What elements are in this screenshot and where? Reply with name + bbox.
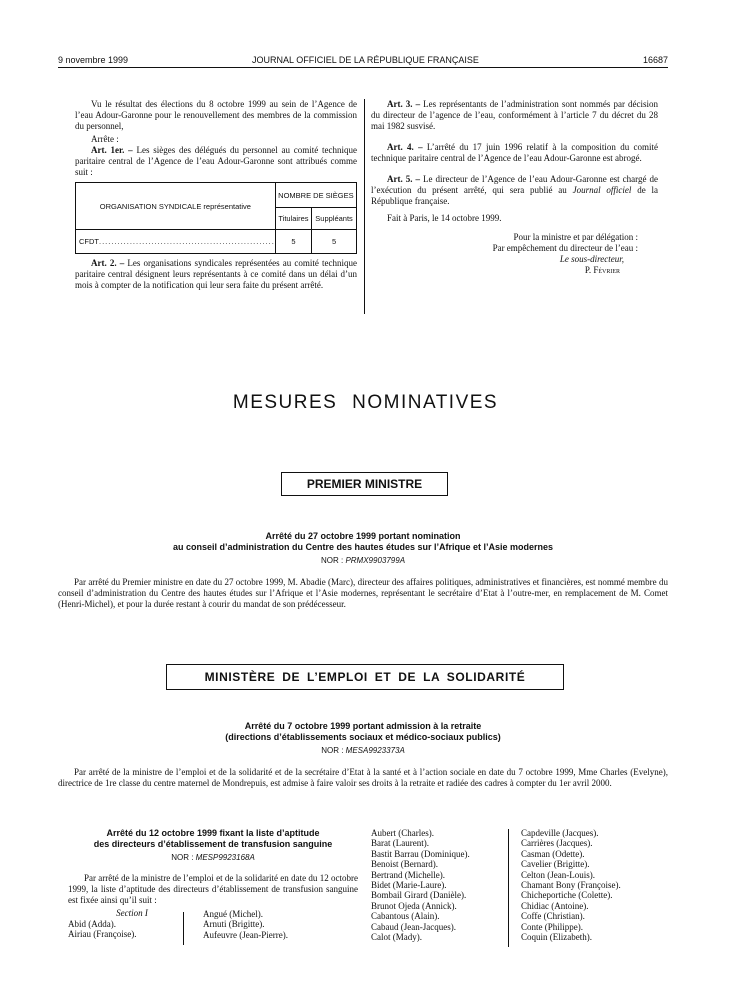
signature-line-1: Pour la ministre et par délégation : [513, 232, 638, 242]
article-4-text: L’arrêté du 17 juin 1996 relatif à la composition du comité technique paritaire central de l’Agence de l’eau Adour-Garonne est abrogé. [371, 142, 658, 163]
article-4-label: Art. 4. – [387, 142, 423, 152]
list-item: Brunot Ojeda (Annick). [371, 900, 457, 911]
article-2-label: Art. 2. – [91, 258, 125, 268]
table-cell-titulaires: 5 [275, 230, 311, 254]
list-item: Airiau (Françoise). [68, 929, 137, 940]
aptitude-list-c [371, 828, 470, 942]
list-item: Cabantous (Alain). [371, 911, 440, 922]
pm-body: Par arrêté du Premier ministre en date du 27 octobre 1999, M. Abadie (Marc), directeur des affaires politiques, administratives et financières, est nommé membre du conseil d’administration du Centre des hautes études sur l’Afrique et l’Asie modernes, représentant le secrétaire d’Etat à l’outre-mer, en remplacement de M. Comet (Henri-Michel), et pour la durée restant à courir du mandat de son prédécesseur. [58, 577, 668, 609]
article-5-label: Art. 5. – [387, 174, 420, 184]
list-item: Bidet (Marie-Laure). [371, 880, 447, 891]
journal-officiel-ref: Journal officiel [572, 185, 632, 195]
article-1 [75, 145, 357, 178]
list-item: Chicheportiche (Colette). [521, 890, 613, 901]
emploi-nor: NOR : MESA9923373A [321, 746, 405, 755]
table-header-titulaires: Titulaires [275, 208, 311, 230]
vu-paragraph: Vu le résultat des élections du 8 octobre 1999 au sein de l’Agence de l’eau Adour-Garonne pour le renouvellement des membres de la commission du personnel, [75, 99, 357, 131]
table-header-suppleants: Suppléants [312, 208, 357, 230]
article-3 [371, 99, 658, 132]
list-item: Abid (Adda). [68, 919, 116, 929]
premier-ministre-box: PREMIER MINISTRE [281, 472, 448, 496]
emploi-arrete-title: Arrêté du 7 octobre 1999 portant admission à la retraite (directions d’établissements sociaux et médico-sociaux publics) [225, 721, 501, 742]
article-2-text: Les organisations syndicales représentées au comité technique paritaire central désignent leurs représentants à ce comité dans un délai d’un mois à compter de la notification qui leur sera faite du présent arrêté. [75, 258, 357, 290]
aptitude-list-b [203, 909, 288, 940]
article-1-label: Art. 1er. – [91, 145, 133, 155]
aptitude-arrete-title: Arrêté du 12 octobre 1999 fixant la liste d’aptitude des directeurs d’établissement de transfusion sanguine [93, 828, 333, 849]
aptitude-list-d [521, 828, 621, 942]
right-column [371, 99, 658, 276]
article-1-text: Les sièges des délégués du personnel au comité technique paritaire central de l’Agence de l’eau Adour-Garonne sont attribués comme suit : [75, 145, 357, 177]
signature-line-3: Le sous-directeur, [559, 254, 624, 264]
emploi-body: Par arrêté de la ministre de l’emploi et de la solidarité et de la secrétaire d’Etat à la santé et à l’action sociale en date du 7 octobre 1999, Mme Charles (Evelyne), directrice de 1re classe du centre maternel de Mondrepuis, est admise à faire valoir ses droits à la retraite et radiée des cadres à compter du 1er avril 2000. [58, 767, 668, 788]
table-header-seats: NOMBRE DE SIÈGES [275, 183, 356, 208]
list-item: Conte (Philippe). [521, 921, 583, 932]
article-3-label: Art. 3. – [387, 99, 421, 109]
list-item: Aufeuvre (Jean-Pierre). [203, 929, 288, 940]
list-item: Benoist (Bernard). [371, 859, 438, 870]
list-item: Chamant Bony (Françoise). [521, 880, 621, 891]
aptitude-list-a [68, 919, 136, 940]
table-cell-organisation: CFDT......................................................... [76, 230, 276, 254]
pm-arrete-title: Arrêté du 27 octobre 1999 portant nomination au conseil d’administration du Centre des hautes études sur l’Afrique et l’Asie modernes [172, 531, 554, 552]
list-divider [183, 912, 184, 945]
aptitude-body: Par arrêté de la ministre de l’emploi et de la solidarité en date du 12 octobre 1999, la liste d’aptitude des directeurs d’établissement de transfusion sanguine est fixée ainsi qu’il suit : [68, 873, 358, 905]
ministere-emploi-box: MINISTÈRE DE L’EMPLOI ET DE LA SOLIDARITÉ [166, 664, 564, 690]
list-item: Calot (Mady). [371, 932, 422, 943]
list-item: Barat (Laurent). [371, 838, 429, 849]
signature-name: P. Février [584, 265, 620, 275]
list-item: Cabaud (Jean-Jacques). [371, 921, 456, 932]
list-item: Bombail Girard (Danièle). [371, 890, 467, 901]
header-page-number: 16687 [642, 55, 668, 65]
list-item: Arnuti (Brigitte). [203, 919, 265, 930]
list-item: Bastit Barrau (Dominique). [371, 848, 470, 859]
header-journal: JOURNAL OFFICIEL DE LA RÉPUBLIQUE FRANÇAISE [252, 55, 479, 65]
list-item: Bertrand (Michelle). [371, 869, 445, 880]
left-column [75, 99, 357, 291]
arrete-label: Arrête : [91, 134, 119, 144]
list-item: Celton (Jean-Louis). [521, 869, 595, 880]
table-row [76, 230, 357, 254]
signature-block [371, 232, 658, 276]
list-item: Angué (Michel). [203, 909, 263, 919]
signature-line-2: Par empêchement du directeur de l’eau : [492, 243, 638, 253]
seats-table [75, 182, 357, 254]
pm-nor: NOR : PRMX9903799A [320, 556, 406, 565]
list-item: Coffe (Christian). [521, 911, 585, 922]
list-item: Chidiac (Antoine). [521, 900, 589, 911]
table-cell-suppleants: 5 [312, 230, 357, 254]
column-divider [364, 99, 365, 314]
article-4 [371, 142, 658, 164]
aptitude-nor: NOR : MESP9923168A [171, 853, 255, 862]
fait-a-paris: Fait à Paris, le 14 octobre 1999. [387, 213, 502, 223]
list-item: Aubert (Charles). [371, 828, 434, 838]
article-5: Art. 5. – Le directeur de l’Agence de l’eau Adour-Garonne est chargé de l’exécution du présent arrêté, qui sera publié au Journal officiel de la République française. [371, 174, 658, 206]
names-divider [508, 829, 509, 947]
section-title: MESURES NOMINATIVES [232, 392, 499, 413]
header-rule [58, 67, 668, 68]
header-date: 9 novembre 1999 [58, 55, 129, 65]
list-item: Casman (Odette). [521, 848, 585, 859]
list-item: Cavelier (Brigitte). [521, 859, 590, 870]
article-2 [75, 258, 357, 291]
list-item: Carrières (Jacques). [521, 838, 593, 849]
list-item: Coquin (Elizabeth). [521, 932, 592, 943]
article-3-text: Les représentants de l’administration sont nommés par décision du directeur de l’agence de l’eau, conformément à l’article 7 du décret du 28 mai 1982 susvisé. [371, 99, 658, 131]
section-i-label: Section I [116, 908, 148, 918]
list-item: Capdeville (Jacques). [521, 828, 599, 838]
table-header-organisation: ORGANISATION SYNDICALE représentative [76, 183, 276, 230]
